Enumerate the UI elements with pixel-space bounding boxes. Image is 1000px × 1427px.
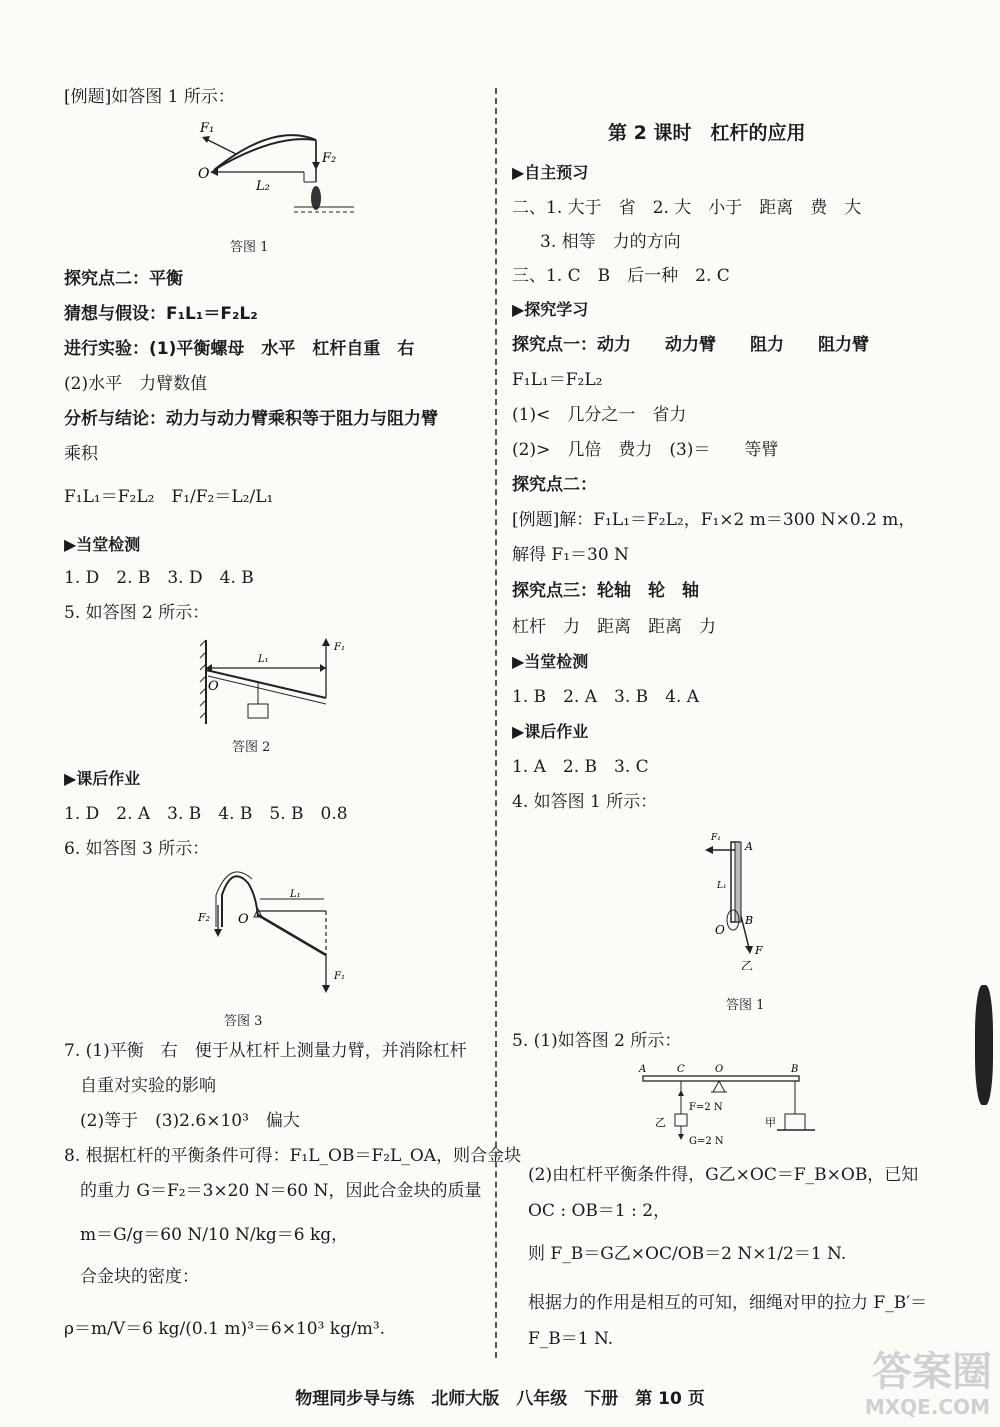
answer-5-ratio: OC : OB＝1 : 2， <box>528 1201 671 1221</box>
fig-r2-label-o: O <box>715 1064 724 1075</box>
fig-r2-label-yi: 乙 <box>655 1116 666 1129</box>
answer-5-final: F_B＝1 N. <box>528 1329 614 1349</box>
figure-3-caption: 答图 3 <box>224 1014 263 1029</box>
homework-answers: 1. A 2. B 3. C <box>512 757 649 777</box>
self-study-line-2: 3. 相等 力的方向 <box>540 232 681 252</box>
explore-point-3: 探究点三：轮轴 轮 轴 <box>512 581 699 601</box>
answer-8-density: ρ＝m/V＝6 kg/(0.1 m)³＝6×10³ kg/m³. <box>64 1319 386 1339</box>
fig-r2-label-c: C <box>677 1064 685 1075</box>
fig-r2-label-g: G=2 N <box>689 1136 724 1147</box>
figure-2-caption: 答图 2 <box>232 740 271 755</box>
in-class-answers: 1. B 2. A 3. B 4. A <box>512 687 700 707</box>
page-footer: 物理同步导与练 北师大版 八年级 下册 第 10 页 <box>295 1389 705 1409</box>
lesson-title: 第 2 课时 杠杆的应用 <box>608 122 806 144</box>
formula-line: F₁L₁＝F₂L₂ F₁/F₂＝L₂/L₁ <box>64 487 274 507</box>
figure-1-caption: 答图 1 <box>230 240 269 255</box>
fig-r1-label-o: O <box>715 923 725 937</box>
fig3-label-f2: F₂ <box>198 911 211 924</box>
figure-3-bent-lever <box>194 865 364 995</box>
answer-8-line: 8. 根据杠杆的平衡条件可得：F₁L_OB＝F₂L_OA，则合金块 <box>64 1146 522 1166</box>
self-study-line-1: 二、1. 大于 省 2. 大 小于 距离 费 大 <box>512 198 862 218</box>
answer-4-line: 4. 如答图 1 所示： <box>512 792 658 812</box>
watermark-url: MXQE.COM <box>864 1395 990 1419</box>
explore-point-2: 探究点二： <box>512 475 597 495</box>
fig-r2-label-b: B <box>791 1064 799 1075</box>
fig-r2-label-f: F=2 N <box>689 1102 723 1113</box>
fig3-label-o: O <box>238 912 249 927</box>
hypothesis-line: 猜想与假设：F₁L₁＝F₂L₂ <box>64 304 258 324</box>
example-result: 解得 F₁＝30 N <box>512 545 629 565</box>
answer-5-result: 则 F_B＝G乙×OC/OB＝2 N×1/2＝1 N. <box>528 1244 847 1264</box>
explore-point-2: 探究点二：平衡 <box>64 269 183 289</box>
answer-5-reaction: 根据力的作用是相互的可知，细绳对甲的拉力 F_B′＝ <box>528 1293 928 1313</box>
conclusion-line-2: 乘积 <box>64 444 98 464</box>
section-homework: ▶课后作业 <box>64 769 141 788</box>
section-in-class-test: ▶当堂检测 <box>512 652 589 671</box>
fig-r2-label-a: A <box>639 1064 647 1075</box>
fig1-label-l2: L₂ <box>256 179 270 194</box>
explore-point-3-line: 杠杆 力 距离 距离 力 <box>512 617 716 637</box>
answer-7-line-2: 自重对实验的影响 <box>80 1076 216 1096</box>
self-study-line-3: 三、1. C B 后一种 2. C <box>512 266 730 286</box>
experiment-line: 进行实验：(1)平衡螺母 水平 杠杆自重 右 <box>64 339 415 359</box>
fig1-label-f2: F₂ <box>322 151 337 166</box>
homework-answers: 1. D 2. A 3. B 4. B 5. B 0.8 <box>64 804 348 824</box>
answer-5-line: 5. 如答图 2 所示： <box>64 603 210 623</box>
answer-5-line: 5. (1)如答图 2 所示： <box>512 1031 682 1051</box>
fig-r2-label-jia: 甲 <box>765 1116 776 1129</box>
explore-formula: F₁L₁＝F₂L₂ <box>512 370 603 390</box>
fig1-label-o: O <box>198 166 210 182</box>
figure-2-lever-wall <box>196 632 366 727</box>
experiment-line-2: (2)水平 力臂数值 <box>64 374 208 394</box>
scan-ink-mark <box>975 985 993 1105</box>
fig1-label-f1: F₁ <box>200 121 215 136</box>
fig-r1-label-f1: F₁ <box>711 833 721 843</box>
fig-r1-label-f: F <box>755 944 763 957</box>
fig3-label-f1: F₁ <box>334 971 345 982</box>
fig-r1-label-b: B <box>745 914 754 927</box>
figure-2-lever-system <box>637 1058 837 1153</box>
section-self-study: ▶自主预习 <box>512 163 589 182</box>
conclusion-line: 分析与结论：动力与动力臂乘积等于阻力与阻力臂 <box>64 409 438 429</box>
fig3-label-l1: L₁ <box>290 889 301 900</box>
answer-6-line: 6. 如答图 3 所示： <box>64 839 210 859</box>
section-homework: ▶课后作业 <box>512 722 589 741</box>
explore-line-1: (1)< 几分之一 省力 <box>512 405 687 425</box>
explore-point-1: 探究点一：动力 动力臂 阻力 阻力臂 <box>512 335 869 355</box>
fig-r1-label-yi: 乙 <box>741 959 754 970</box>
watermark-logo: 答案圈 <box>872 1349 992 1395</box>
answer-8-density-label: 合金块的密度： <box>80 1267 199 1287</box>
fig2-label-f1: F₁ <box>334 642 345 653</box>
fig2-label-l1: L₁ <box>258 654 269 665</box>
answer-8-line-2: 的重力 G＝F₂＝3×20 N＝60 N，因此合金块的质量 <box>80 1181 482 1201</box>
explore-line-2: (2)> 几倍 费力 (3)＝ 等臂 <box>512 440 779 460</box>
column-divider <box>495 88 497 1358</box>
fig-r1-label-a: A <box>745 840 753 853</box>
answer-7-line-3: (2)等于 (3)2.6×10³ 偏大 <box>80 1111 300 1131</box>
answers-line-1: 1. D 2. B 3. D 4. B <box>64 568 254 588</box>
fig-r1-label-l1: L₁ <box>717 881 727 891</box>
fig2-label-o: O <box>208 679 219 694</box>
figure-1-right-caption: 答图 1 <box>726 998 765 1013</box>
figure-1-fishing-rod <box>194 112 364 222</box>
answer-8-mass: m＝G/g＝60 N/10 N/kg＝6 kg， <box>80 1225 349 1245</box>
figure-1-forearm-lever <box>697 820 787 970</box>
answer-7-line: 7. (1)平衡 右 便于从杠杆上测量力臂，并消除杠杆 <box>64 1041 467 1061</box>
example-line: [例题]如答图 1 所示： <box>64 87 235 107</box>
section-explore: ▶探究学习 <box>512 300 589 319</box>
section-in-class-test: ▶当堂检测 <box>64 535 141 554</box>
answer-5-part-2: (2)由杠杆平衡条件得，G乙×OC＝F_B×OB，已知 <box>528 1165 919 1185</box>
example-solution: [例题]解：F₁L₁＝F₂L₂，F₁×2 m＝300 N×0.2 m， <box>512 510 916 530</box>
